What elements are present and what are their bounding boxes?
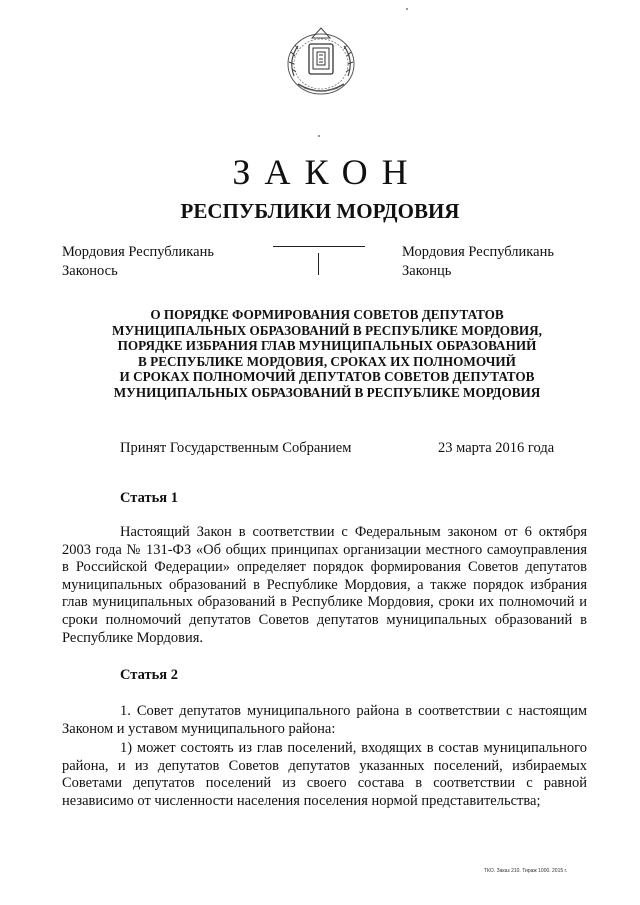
- adoption-date: 23 марта 2016 года: [438, 440, 555, 456]
- separator-line-vertical: [318, 253, 319, 275]
- document-subtitle: РЕСПУБЛИКИ МОРДОВИЯ: [180, 199, 460, 223]
- adopted-by: Принят Государственным Собранием: [120, 440, 352, 456]
- scan-speck: [406, 8, 408, 10]
- article-2-paragraph-1: 1. Совет депутатов муниципального района в соответствии с настоящим Законом и уставом муниципального района:: [62, 703, 587, 737]
- document-title: ЗАКОН: [232, 152, 422, 192]
- title-mordovian-left: Мордовия Республикань Законось: [62, 244, 214, 279]
- print-footer: ТКО. Заказ 210. Тираж 1000. 2015 г.: [484, 868, 568, 874]
- article-2-heading: Статья 2: [120, 667, 178, 683]
- article-1-text: Настоящий Закон в соответствии с Федеральным законом от 6 октября 2003 года № 131-ФЗ «Об общих принципах организации местного самоуправления в Российской Федерации» определяет порядок формирования Советов депутатов муниципальных образований в Республике Мордовия, а также порядок избрания глав муниципальных образований в Республике Мордовия, сроки их полномочий и сроки полномочий депутатов Советов депутатов муниципальных образований в Республике Мордовия.: [62, 524, 587, 646]
- separator-line: [273, 246, 365, 247]
- coat-of-arms-emblem: [282, 24, 360, 98]
- scan-speck: [318, 135, 320, 137]
- title-mordovian-right: Мордовия Республикань Законць: [402, 244, 554, 279]
- law-title: О ПОРЯДКЕ ФОРМИРОВАНИЯ СОВЕТОВ ДЕПУТАТОВ МУНИЦИПАЛЬНЫХ ОБРАЗОВАНИЙ В РЕСПУБЛИКЕ МОРДОВИЯ, ПОРЯДКЕ ИЗБРАНИЯ ГЛАВ МУНИЦИПАЛЬНЫХ ОБРАЗОВАНИЙ В РЕСПУБЛИКЕ МОРДОВИЯ, СРОКАХ ИХ ПОЛНОМОЧИЙ И СРОКАХ ПОЛНОМОЧИЙ ДЕПУТАТОВ СОВЕТОВ ДЕПУТАТОВ МУНИЦИПАЛЬНЫХ ОБРАЗОВАНИЙ В РЕСПУБЛИКЕ МОРДОВИЯ: [112, 307, 542, 400]
- article-1-heading: Статья 1: [120, 490, 178, 506]
- article-2-paragraph-2: 1) может состоять из глав поселений, входящих в состав муниципального района, и из депутатов Советов депутатов указанных поселений, избираемых Советами депутатов поселений из своего состава в соответствии с равной независимо от численности населения поселения нормой представительства;: [62, 740, 587, 809]
